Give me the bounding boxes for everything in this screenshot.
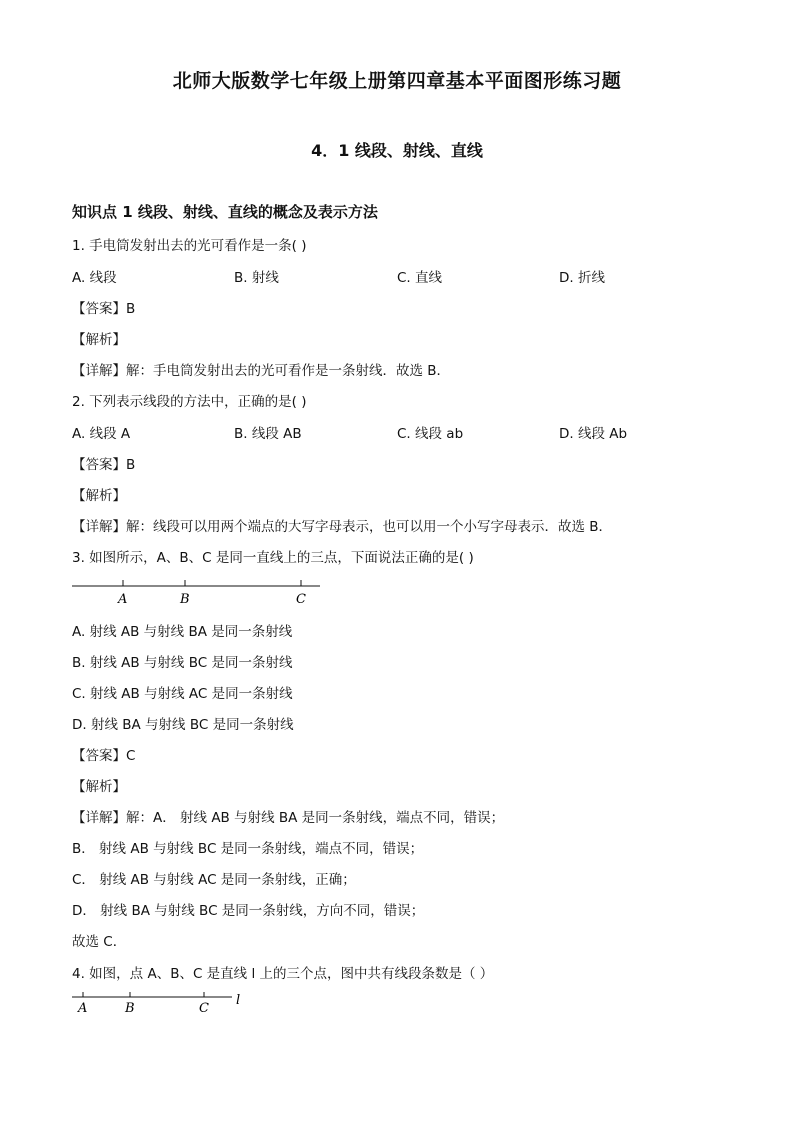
q3-option-c: C. 射线 AB 与射线 AC 是同一条射线 bbox=[72, 686, 293, 702]
q4-stem: 4. 如图，点 A、B、C 是直线 l 上的三个点，图中共有线段条数是（ ） bbox=[72, 966, 494, 982]
q3-point-b-label: B bbox=[180, 592, 190, 607]
q3-detail-line-5: 故选 C． bbox=[72, 934, 127, 950]
q3-analysis: 【解析】 bbox=[72, 779, 126, 795]
q3-point-a-label: A bbox=[118, 592, 128, 607]
q3-stem: 3. 如图所示，A、B、C 是同一直线上的三点，下面说法正确的是( ) bbox=[72, 550, 474, 566]
q4-line-l-label: l bbox=[236, 993, 241, 1008]
q3-detail-line-4: D． 射线 BA 与射线 BC 是同一条射线，方向不同，错误； bbox=[72, 903, 425, 919]
q2-option-d: D. 线段 Ab bbox=[559, 426, 628, 442]
q3-detail-line-1: 【详解】解：A． 射线 AB 与射线 BA 是同一条射线，端点不同，错误； bbox=[72, 810, 505, 826]
q1-analysis: 【解析】 bbox=[72, 332, 126, 348]
q2-option-a: A. 线段 A bbox=[72, 426, 131, 442]
q4-point-b-label: B bbox=[125, 1001, 135, 1016]
q3-answer: 【答案】C bbox=[72, 748, 136, 764]
section-subtitle: 4．1 线段、射线、直线 bbox=[311, 141, 483, 160]
q2-option-c: C. 线段 ab bbox=[397, 426, 464, 442]
q1-stem: 1. 手电筒发射出去的光可看作是一条( ) bbox=[72, 238, 307, 254]
q4-point-a-label: A bbox=[78, 1001, 88, 1016]
q2-answer: 【答案】B bbox=[72, 457, 136, 473]
q3-detail-line-2: B． 射线 AB 与射线 BC 是同一条射线，端点不同，错误； bbox=[72, 841, 424, 857]
q1-option-d: D. 折线 bbox=[559, 270, 605, 286]
q3-point-c-label: C bbox=[296, 592, 306, 607]
q3-option-a: A. 射线 AB 与射线 BA 是同一条射线 bbox=[72, 624, 293, 640]
q1-option-c: C. 直线 bbox=[397, 270, 443, 286]
q4-line-figure bbox=[70, 988, 260, 1018]
q3-option-d: D. 射线 BA 与射线 BC 是同一条射线 bbox=[72, 717, 294, 733]
q3-option-b: B. 射线 AB 与射线 BC 是同一条射线 bbox=[72, 655, 293, 671]
q3-detail-line-3: C． 射线 AB 与射线 AC 是同一条射线，正确； bbox=[72, 872, 356, 888]
q1-answer: 【答案】B bbox=[72, 301, 136, 317]
q1-detail: 【详解】解：手电筒发射出去的光可看作是一条射线．故选 B． bbox=[72, 363, 451, 379]
q2-detail: 【详解】解：线段可以用两个端点的大写字母表示，也可以用一个小写字母表示．故选 B． bbox=[72, 519, 613, 535]
q3-line-figure bbox=[70, 576, 330, 608]
q2-stem: 2. 下列表示线段的方法中，正确的是( ) bbox=[72, 394, 307, 410]
q4-point-c-label: C bbox=[199, 1001, 209, 1016]
q1-option-a: A. 线段 bbox=[72, 270, 117, 286]
q2-analysis: 【解析】 bbox=[72, 488, 126, 504]
knowledge-point-heading: 知识点 1 线段、射线、直线的概念及表示方法 bbox=[72, 203, 378, 221]
q1-option-b: B. 射线 bbox=[234, 270, 279, 286]
page-title: 北师大版数学七年级上册第四章基本平面图形练习题 bbox=[172, 70, 622, 92]
q2-option-b: B. 线段 AB bbox=[234, 426, 302, 442]
